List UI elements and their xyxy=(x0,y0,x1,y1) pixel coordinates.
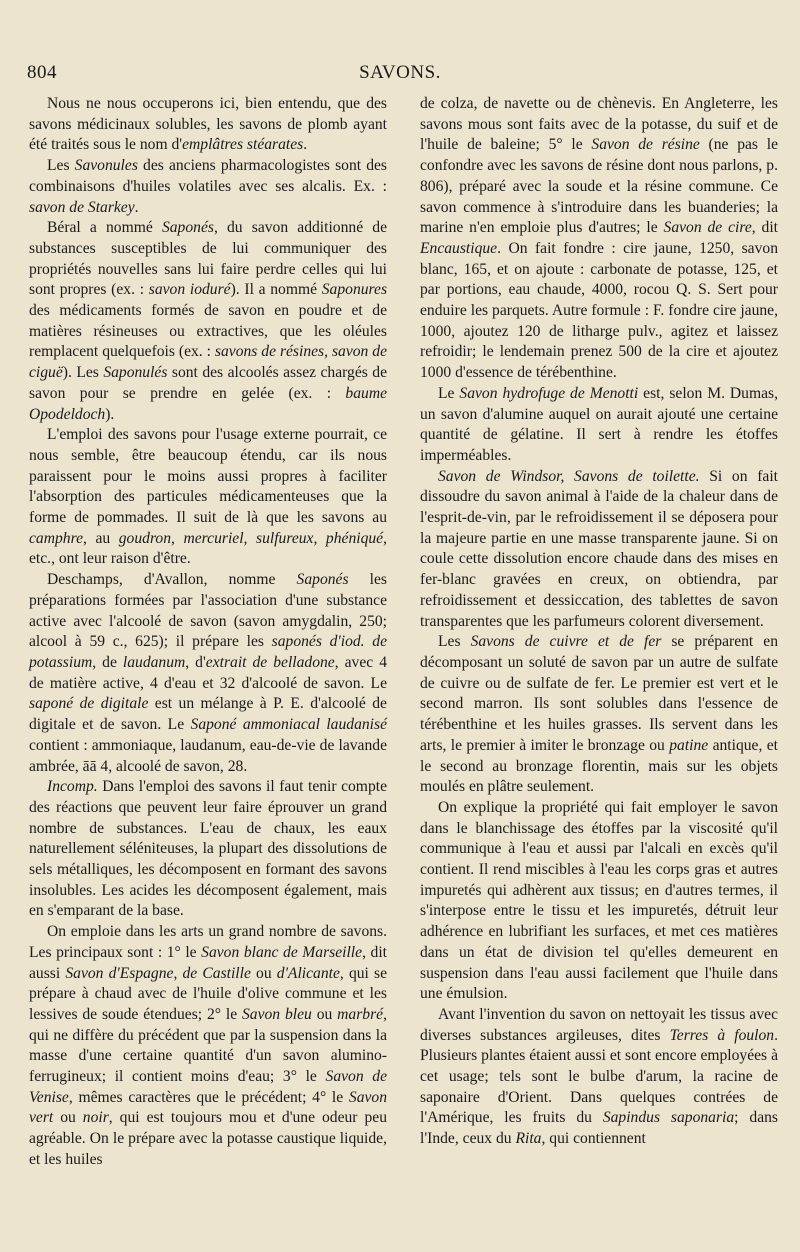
text-run: est, selon M. Dumas, un savon d'alumine auquel on aurait ajouté une certaine quantité de gélatine. Il sert à rendre les étoffes imperméables. xyxy=(420,384,778,464)
text-run: Les xyxy=(438,633,471,651)
text-run: Béral a nommé xyxy=(47,219,162,237)
text-run: , du savon additionné de substances susceptibles de lui communiquer des propriétés nouvelles sans lui faire perdre celles qui lui sont propres (ex. : xyxy=(29,219,387,299)
italic-text: savon ioduré xyxy=(148,281,231,299)
text-run: L'emploi des savons pour l'usage externe pourrait, ce nous semble, être beaucoup étendu, car ils nous paraissent pour le moins aussi propres à faciliter l'absorption des particules médicamenteuses que la forme de pommades. Il suit de là que les savons au xyxy=(29,426,387,527)
text-run: , qui contiennent xyxy=(541,1130,646,1148)
italic-text: Savon bleu xyxy=(242,1005,312,1023)
page-number: 804 xyxy=(27,62,57,83)
text-run: est un mélange à P. E. d'alcoolé de digitale et de savon. Le xyxy=(29,695,387,734)
text-run: ou xyxy=(311,1005,338,1023)
italic-text: marbré xyxy=(337,1005,384,1023)
text-run: , etc., ont leur raison d'être. xyxy=(29,529,387,568)
paragraph xyxy=(29,156,387,218)
text-run: Nous ne nous occuperons ici, bien entendu, que des savons médicinaux solubles, les savons de plomb ayant été traités sous le nom d' xyxy=(29,95,387,154)
text-run: Dans l'emploi des savons il faut tenir compte des réactions que peuvent leur faire éprouver un grand nombre de substances. L'eau de chaux, les eaux naturellement séléniteuses, la plupart des dissolutions de sels métalliques, les décomposent en formant des savons insolubles. Les acides les décomposent également, mais en s'emparant de la base. xyxy=(29,778,387,920)
text-run: de colza, de navette ou de chènevis. En Angleterre, les savons mous sont faits avec de la potasse, du suif et de l'huile de baleine; 5° le xyxy=(420,95,778,154)
italic-text: Savon blanc de Marseille xyxy=(201,943,363,961)
text-run: ). Il a nommé xyxy=(230,281,322,299)
paragraph xyxy=(420,798,778,1005)
text-columns xyxy=(29,94,778,1171)
text-run: . On fait fondre : cire jaune, 1250, savon blanc, 165, et on ajoute : carbonate de potasse, 125, et par portions, eau chaude, 4000, rocou Q. S. Sert pour enduire les parquets. Autre formule : F. fondre cire jaune, 1000, ajoutez 120 de litharge pulv., agitez et laissez refroidir; le lendemain prenez 500 de la cire et ajoutez 1000 d'essence de térébenthine. xyxy=(420,239,778,382)
text-run: , qui ne diffère du précédent que par la suspension dans la masse d'une certaine quantité d'un savon alumino-ferrugineux; il contient moins d'eau; 3° le xyxy=(29,1005,387,1086)
italic-text: patine xyxy=(669,736,709,754)
italic-text: baume Opodeldoch xyxy=(29,384,387,423)
text-run: Avant l'invention du savon on nettoyait les tissus avec diverses substances argileuses, dites xyxy=(420,1005,778,1044)
italic-text: Savon d'Espagne xyxy=(65,964,174,982)
text-run: Si on fait dissoudre du savon animal à l'aide de la chaleur dans de l'esprit-de-vin, par le refroidissement il se déposera pour la majeure partie en une masse transparente jaune. Si on coule cette dissolution encore chaude dans des mises en fer-blanc gravées en creux, on obtiendra, par refroidissement et dessiccation, des tablettes de savon transparentes que les parfumeurs colorent diversement. xyxy=(420,467,778,630)
text-run: des médicaments formés de savon en poudre et de matières résineuses ou extractives, que les oléules remplacent quelquefois (ex. : xyxy=(29,302,387,361)
italic-text: Terres à foulon xyxy=(669,1026,775,1044)
italic-text: Savon de Windsor, Savons de toilette. xyxy=(438,467,700,485)
italic-text: saponé de digitale xyxy=(29,695,149,713)
text-run: ). xyxy=(105,405,115,423)
italic-text: Savon vert xyxy=(29,1088,387,1127)
text-run: , d' xyxy=(185,653,206,671)
text-run: , au xyxy=(82,529,119,547)
italic-text: de Castille xyxy=(182,964,251,982)
italic-text: Savon de résine xyxy=(591,136,700,154)
paragraph xyxy=(29,425,387,570)
italic-text: Incomp. xyxy=(47,778,98,796)
italic-text: Encaustique xyxy=(420,239,498,257)
text-run: , mêmes caractères que le précédent; 4° le xyxy=(68,1088,349,1106)
text-run: (ne pas le confondre avec les savons de résine dont nous parlons, p. 806), préparé avec la soude et la résine commune. Ce savon commence à s'introduire dans les buanderies; la marine n'en emploie plus d'autres; le xyxy=(420,136,778,237)
text-run: . Plusieurs plantes étaient aussi et sont encore employées à cet usage; tels sont le bulbe d'arum, la racine de saponaire d'Orient. Dans quelques contrées de l'Amérique, les fruits du xyxy=(420,1026,778,1127)
italic-text: d'Alicante xyxy=(276,964,340,982)
text-run: On explique la propriété qui fait employer le savon dans le blanchissage des étoffes par la viscosité qu'il communique à l'eau et aussi par l'alcali en excès qu'il contient. Il rend miscibles à l'eau les corps gras et autres impuretés qui adhèrent aux tissus; en d'autres termes, il s'interpose entre le tissu et les impuretés, détruit leur adhérence en lubrifiant les surfaces, et met ces matières dans un état de division tel qu'elles demeurent en suspension dans l'eau aussi facilement que l'huile dans une émulsion. xyxy=(420,798,778,1003)
italic-text: laudanum xyxy=(122,653,186,671)
right-column xyxy=(420,94,778,1171)
paragraph xyxy=(420,384,778,467)
italic-text: emplâtres stéarates xyxy=(182,136,304,154)
text-run: ; dans l'Inde, ceux du xyxy=(420,1109,778,1148)
text-run: , xyxy=(173,964,183,982)
paragraph xyxy=(29,777,387,922)
paragraph xyxy=(420,467,778,633)
text-run: , de xyxy=(92,653,123,671)
text-run: ou xyxy=(250,964,277,982)
text-run: ). Les xyxy=(62,364,104,382)
text-run: . xyxy=(303,136,308,154)
italic-text: Savonules xyxy=(74,157,138,175)
text-run: se préparent en décomposant un soluté de savon par un autre de sulfate de cuivre ou de sulfate de fer. Le premier est vert et le second marron. Ils sont solubles dans l'essence de térébenthine et les huiles grasses. Ils servent dans les arts, le premier à imiter le bronzage ou xyxy=(420,633,778,754)
italic-text: camphre xyxy=(29,529,83,547)
text-run: des anciens pharmacologistes sont des combinaisons d'huiles volatiles avec ses alcalis. Ex. : xyxy=(29,157,387,195)
paragraph xyxy=(29,218,387,425)
paragraph xyxy=(420,1005,778,1150)
text-run: On emploie dans les arts un grand nombre de savons. Les principaux sont : 1° le xyxy=(29,923,387,961)
italic-text: Saponé ammoniacal laudanisé xyxy=(190,716,387,734)
italic-text: Savon hydrofuge de Menotti xyxy=(459,384,639,402)
text-run: ou xyxy=(53,1109,83,1127)
italic-text: Savon de Venise xyxy=(29,1068,387,1106)
italic-text: Saponures xyxy=(321,281,388,299)
paragraph xyxy=(29,94,387,156)
text-run: Les xyxy=(47,157,75,175)
text-run: Le xyxy=(438,384,460,402)
paragraph xyxy=(420,632,778,798)
italic-text: goudron, mercuriel, sulfureux, phéniqué xyxy=(118,529,384,547)
left-column xyxy=(29,94,387,1171)
italic-text: Sapindus saponaria xyxy=(602,1109,735,1127)
text-run: , avec 4 de matière active, 4 d'eau et 32 d'alcoolé de savon. Le xyxy=(29,653,388,692)
text-run: Deschamps, d'Avallon, nomme xyxy=(47,571,297,589)
text-run: . xyxy=(134,198,139,216)
italic-text: noir xyxy=(82,1109,109,1127)
italic-text: Saponés xyxy=(296,571,349,589)
italic-text: savons de résines, savon de ciguë xyxy=(29,343,387,382)
italic-text: savon de Starkey xyxy=(29,198,135,216)
paragraph xyxy=(29,570,387,777)
italic-text: Saponés xyxy=(161,219,214,237)
running-title: SAVONS. xyxy=(359,62,441,83)
text-run: les préparations formées par l'association d'une substance active avec l'alcoolé de savon (savon amygdalin, 250; alcool à 59 c., 625); il prépare les xyxy=(29,571,387,651)
italic-text: saponés d'iod. de potassium xyxy=(29,633,387,671)
text-run: , qui est toujours mou et d'une odeur peu agréable. On le prépare avec la potasse caustique liquide, et les huiles xyxy=(29,1109,387,1168)
text-run: contient : ammoniaque, laudanum, eau-de-vie de lavande ambrée, āā 4, alcoolé de savon, 28. xyxy=(29,736,387,775)
page-header xyxy=(27,62,773,88)
text-run: , qui se prépare à chaud avec de l'huile d'olive commune et les lessives de soude étendues; 2° le xyxy=(29,964,388,1023)
italic-text: Saponulés xyxy=(103,364,168,382)
italic-text: Savons de cuivre et de fer xyxy=(470,633,662,651)
italic-text: Savon de cire xyxy=(663,219,752,237)
italic-text: Rita xyxy=(515,1130,542,1148)
text-run: , dit xyxy=(751,219,778,237)
italic-text: extrait de belladone xyxy=(205,653,335,671)
paragraph xyxy=(29,922,387,1170)
text-run: antique, et le second au bronzage florentin, mais sur les objets moulés en plâtre seulement. xyxy=(420,736,778,796)
paragraph xyxy=(420,94,778,384)
text-run: sont des alcoolés assez chargés de savon pour se prendre en gelée (ex. : xyxy=(29,364,388,402)
text-run: , dit aussi xyxy=(29,943,387,982)
